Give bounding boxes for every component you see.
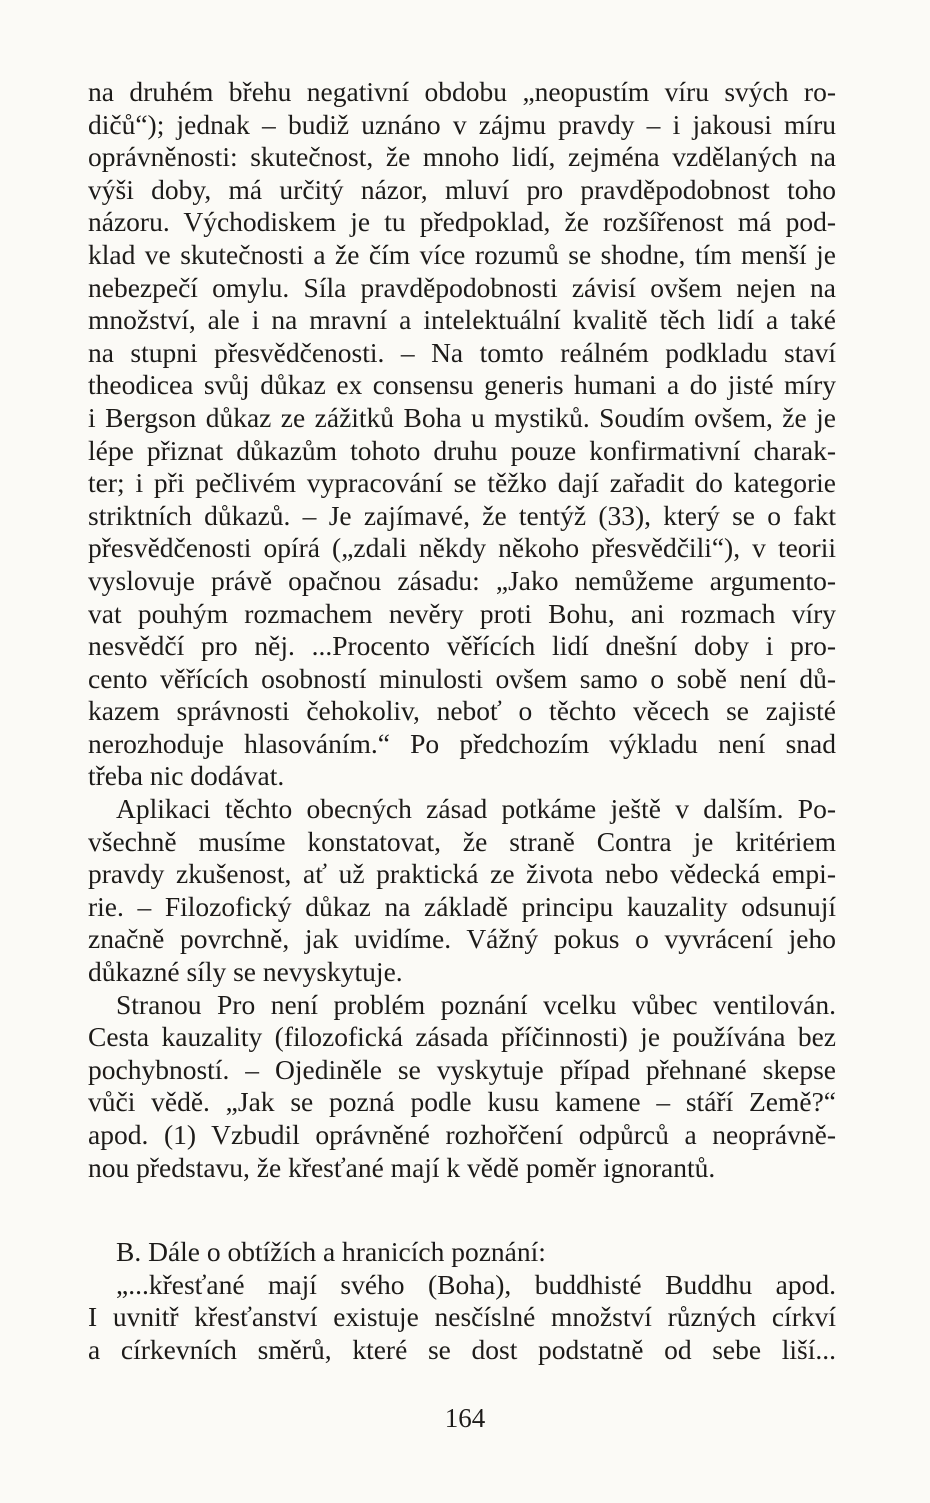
body-text [88, 76, 836, 1367]
text-line: i Bergson důkaz ze zážitků Boha u mystiků. Soudím ovšem, že je [88, 401, 836, 433]
text-line: Aplikaci těchto obecných zásad potkáme ještě v dalším. Po- [116, 793, 836, 825]
text-line: vůči vědě. „Jak se pozná podle kusu kamene – stáří Země?“ [88, 1086, 836, 1118]
text-line: oprávněnosti: skutečnost, že mnoho lidí, zejména vzdělaných na [88, 141, 836, 173]
text-line: vat pouhým rozmachem nevěry proti Bohu, ani rozmach víry [88, 597, 836, 629]
text-line: apod. (1) Vzbudil oprávněné rozhořčení odpůrců a neoprávně- [88, 1119, 836, 1150]
text-line: dičů“); jednak – budiž uznáno v zájmu pravdy – i jakousi míru [88, 108, 836, 140]
text-line: theodicea svůj důkaz ex consensu generis humani a do jisté míry [88, 369, 836, 401]
text-line: „...křesťané mají svého (Boha), buddhisté Buddhu apod. [116, 1268, 836, 1300]
text-line: důkazné síly se nevyskytuje. [88, 956, 403, 988]
text-line: lépe přiznat důkazům tohoto druhu pouze konfirmativní charak- [88, 434, 836, 466]
text-line: třeba nic dodávat. [88, 760, 285, 792]
text-line: nerozhoduje hlasováním.“ Po předchozím výkladu není snad [88, 727, 836, 759]
text-line: množství, ale i na mravní a intelektuální kvalitě těch lidí a také [88, 304, 836, 336]
text-line: na stupni přesvědčenosti. – Na tomto reálném podkladu staví [88, 336, 836, 368]
text-line: výši doby, má určitý názor, mluví pro pravděpodobnost toho [88, 173, 836, 205]
text-line: nou představu, že křesťané mají k vědě poměr ignorantů. [88, 1151, 716, 1183]
text-line: I uvnitř křesťanství existuje nesčíslné množství různých církví [88, 1301, 836, 1333]
text-line: kazem správnosti čehokoliv, neboť o těchto věcech se zajisté [88, 695, 836, 727]
text-line: nebezpečí omylu. Síla pravděpodobnosti závisí ovšem nejen na [88, 271, 836, 303]
text-line: Cesta kauzality (filozofická zásada příčinnosti) je používána bez [88, 1021, 836, 1053]
text-line: názoru. Východiskem je tu předpoklad, že rozšířenost má pod- [88, 206, 836, 238]
text-line: rie. – Filozofický důkaz na základě principu kauzality odsunují [88, 890, 836, 922]
text-line: cento věřících osobností minulosti ovšem samo o sobě není dů- [88, 662, 836, 694]
text-line: Stranou Pro není problém poznání vcelku vůbec ventilován. [116, 988, 836, 1020]
text-line: vyslovuje právě opačnou zásadu: „Jako nemůžeme argumento- [88, 564, 836, 596]
text-line: a církevních směrů, které se dost podstatně od sebe liší... [88, 1333, 836, 1365]
text-line: přesvědčenosti opírá („zdali někdy někoho přesvědčili“), v teorii [88, 532, 836, 564]
text-line: pravdy zkušenost, ať už praktická ze života nebo vědecká empi- [88, 858, 836, 890]
text-line: všechně musíme konstatovat, že straně Contra je kritériem [88, 825, 836, 857]
text-line: B. Dále o obtížích a hranicích poznání: [116, 1236, 546, 1268]
text-line: striktních důkazů. – Je zajímavé, že tentýž (33), který se o fakt [88, 499, 836, 531]
text-line: klad ve skutečnosti a že čím více rozumů se shodne, tím menší je [88, 238, 836, 270]
text-line: ter; i při pečlivém vypracování se těžko dají zařadit do kategorie [88, 467, 836, 499]
text-line: na druhém břehu negativní obdobu „neopustím víru svých ro- [88, 76, 836, 107]
text-line: značně povrchně, jak uvidíme. Vážný pokus o vyvrácení jeho [88, 923, 836, 955]
text-line: nesvědčí pro něj. ...Procento věřících lidí dnešní doby i pro- [88, 630, 836, 662]
text-line: pochybností. – Ojediněle se vyskytuje případ přehnané skepse [88, 1053, 836, 1085]
page-number: 164 [444, 1403, 486, 1433]
